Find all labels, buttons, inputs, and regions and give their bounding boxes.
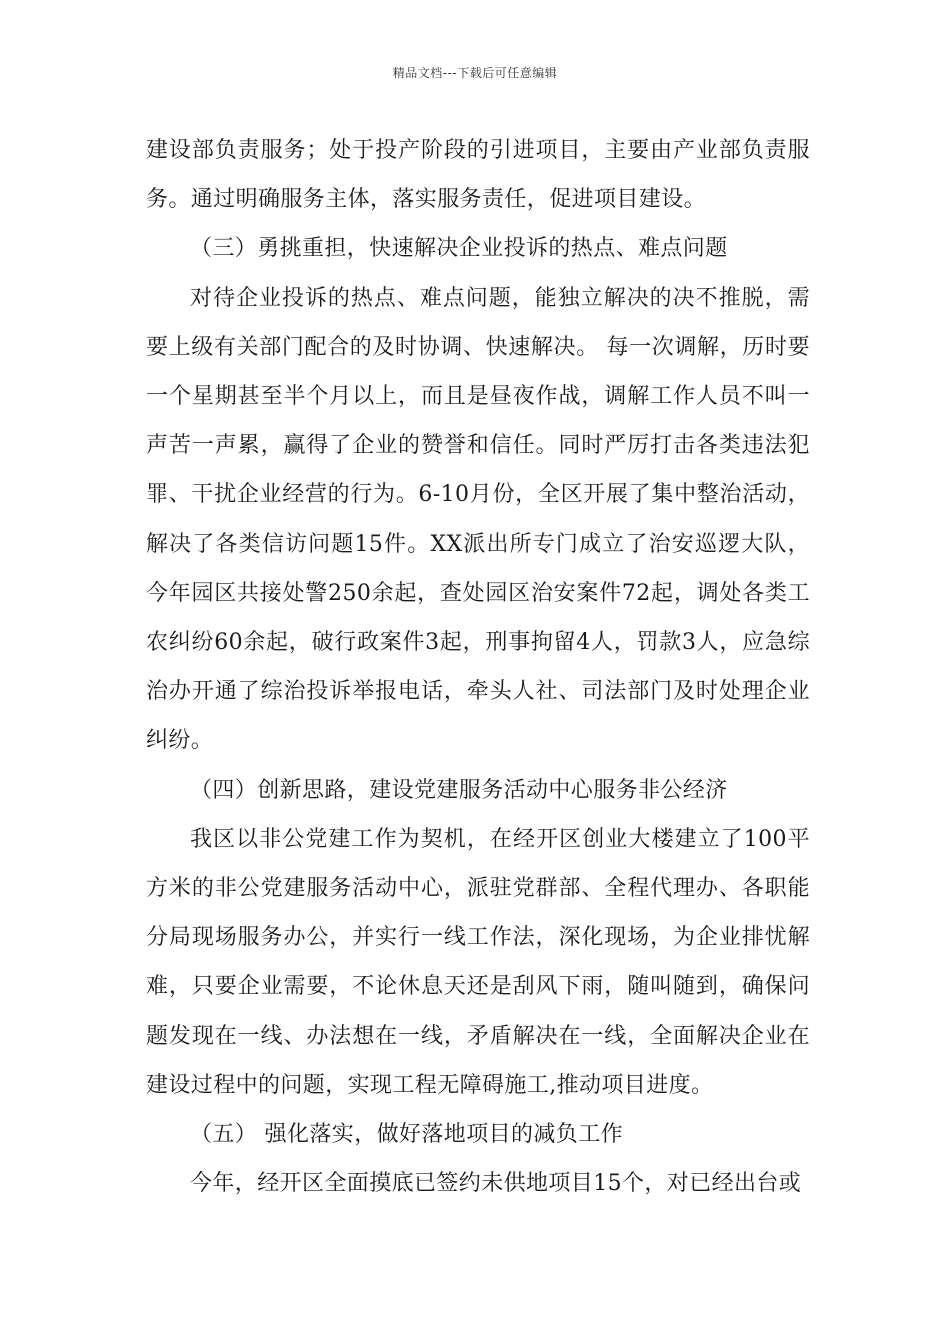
paragraph-party-building-center: 我区以非公党建工作为契机，在经开区创业大楼建立了100平方米的非公党建服务活动中心，派驻党群部、全程代理办、各职能分局现场服务办公，并实行一线工作法，深化现场，为企业排忧解难，只要企业需要，不论休息天还是刮风下雨，随叫随到，确保问题发现在一线、办法想在一线，矛盾解决在一线，全面解决企业在建设过程中的问题，实现工程无障碍施工,推动项目进度。 [146, 826, 810, 1098]
section-heading-3: （三）勇挑重担，快速解决企业投诉的热点、难点问题 [190, 236, 728, 262]
section-heading-4: （四）创新思路，建设党建服务活动中心服务非公经济 [190, 777, 728, 803]
page-header: 精品文档---下载后可任意编辑 [392, 66, 558, 80]
paragraph-burden-reduction: 今年，经开区全面摸底已签约未供地项目15个，对已经出台或 [190, 1171, 802, 1197]
section-heading-5: （五） 强化落实，做好落地项目的减负工作 [190, 1122, 623, 1148]
paragraph-service-responsibility: 建设部负责服务；处于投产阶段的引进项目，主要由产业部负责服务。通过明确服务主体，落实服务责任，促进项目建设。 [146, 138, 810, 213]
document-body [146, 126, 810, 1208]
paragraph-complaint-resolution: 对待企业投诉的热点、难点问题，能独立解决的决不推脱，需要上级有关部门配合的及时协调、快速解决。 每一次调解，历时要一个星期甚至半个月以上，而且是昼夜作战，调解工作人员不叫一声苦一声累，赢得了企业的赞誉和信任。同时严厉打击各类违法犯罪、干扰企业经营的行为。6-10月份，全区开展了集中整治活动，解决了各类信访问题15件。XX派出所专门成立了治安巡逻大队，今年园区共接处警250余起，查处园区治安案件72起，调处各类工农纠纷60余起，破行政案件3起，刑事拘留4人，罚款3人，应急综治办开通了综治投诉举报电话，牵头人社、司法部门及时处理企业纠纷。 [146, 285, 810, 754]
